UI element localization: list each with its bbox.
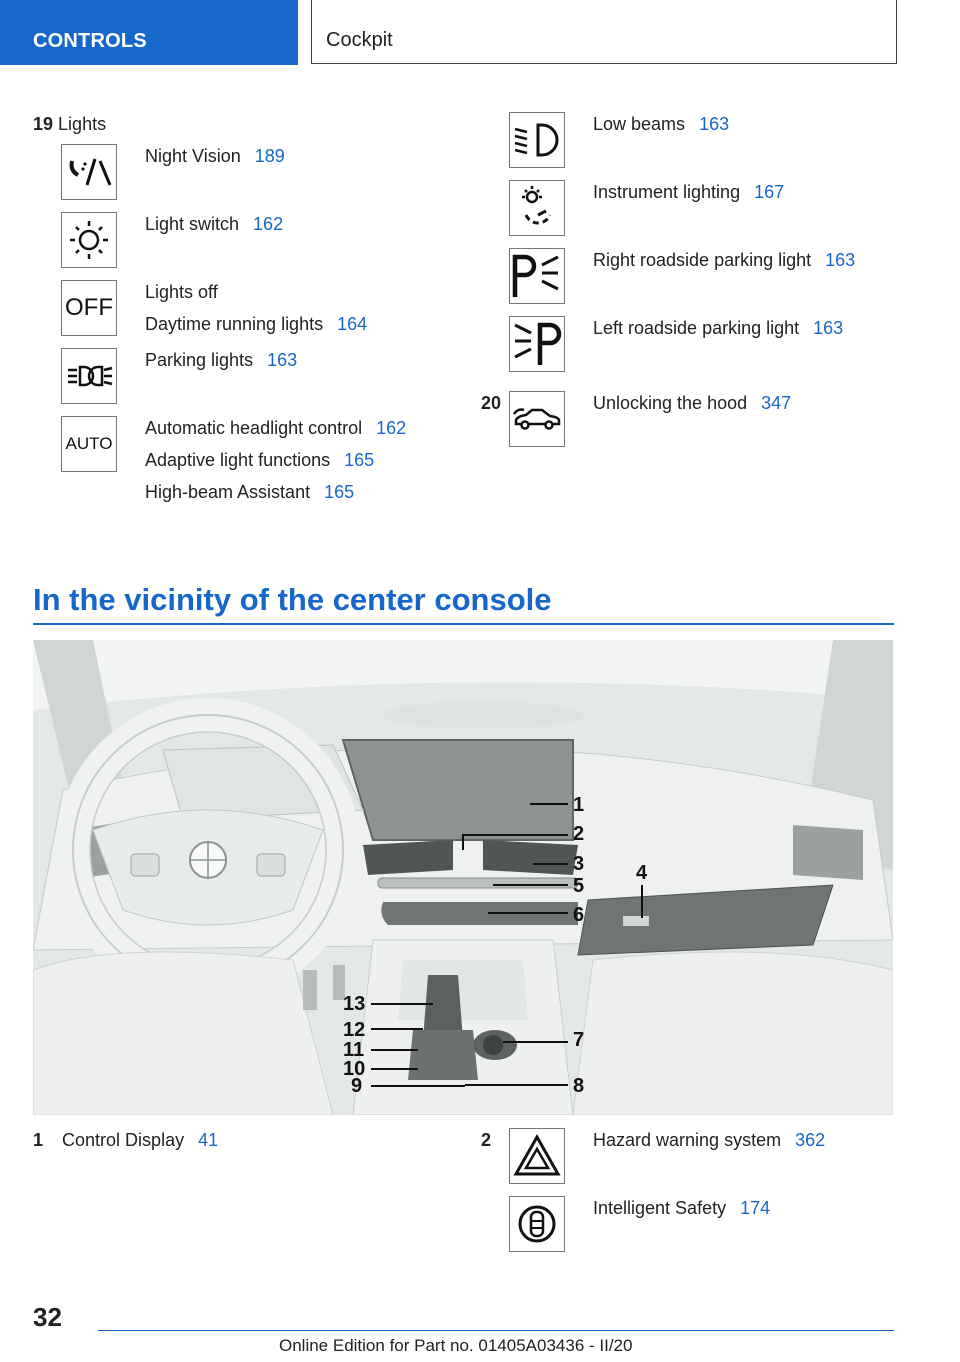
- legend-item-1: [33, 1130, 218, 1151]
- highbeam-line: [145, 482, 354, 503]
- section-tab: [0, 0, 298, 65]
- auto-page-link[interactable]: 162: [376, 418, 407, 438]
- hazard-warning-icon: [509, 1128, 565, 1184]
- intelligent-label: Intelligent Safety: [593, 1198, 727, 1218]
- hood-release-icon: [509, 391, 565, 447]
- highbeam-label: High-beam Assistant: [145, 482, 311, 502]
- callout-1: 1: [573, 794, 585, 816]
- callout-4: 4: [636, 862, 648, 884]
- right-parking-light-icon: [509, 248, 565, 304]
- lights-number: 19: [33, 114, 54, 134]
- callout-5: 5: [573, 875, 585, 897]
- highbeam-page-link[interactable]: 165: [324, 482, 355, 502]
- hazard-label: Hazard warning system: [593, 1130, 782, 1150]
- lights-off-icon: [61, 280, 117, 336]
- lights-off-label: Lights off: [145, 282, 218, 302]
- low-beams-icon: [509, 112, 565, 168]
- low-beams-line: [593, 114, 729, 135]
- parking-lights-icon: [61, 348, 117, 404]
- instrument-label: Instrument lighting: [593, 182, 741, 202]
- callout-10: 10: [343, 1058, 366, 1080]
- callout-13: 13: [343, 993, 366, 1015]
- daytime-line: [145, 314, 367, 335]
- callout-9: 9: [351, 1075, 363, 1097]
- night-vision-line: [145, 146, 285, 167]
- lights-title: Lights: [58, 114, 107, 134]
- callout-7: 7: [573, 1029, 585, 1051]
- footer-divider: [98, 1330, 894, 1331]
- callout-12: 12: [343, 1019, 366, 1041]
- callout-2: 2: [573, 823, 585, 845]
- low-beams-label: Low beams: [593, 114, 686, 134]
- adaptive-label: Adaptive light functions: [145, 450, 331, 470]
- light-switch-label: Light switch: [145, 214, 240, 234]
- chapter-header: [311, 0, 897, 64]
- adaptive-line: [145, 450, 374, 471]
- right-parking-page-link[interactable]: 163: [825, 250, 856, 270]
- parking-label: Parking lights: [145, 350, 254, 370]
- hood-label: Unlocking the hood: [593, 393, 748, 413]
- parking-line: [145, 350, 297, 371]
- light-switch-line: [145, 214, 283, 235]
- hood-line: [593, 393, 791, 414]
- night-vision-label: Night Vision: [145, 146, 241, 166]
- right-parking-label: Right roadside parking light: [593, 250, 812, 270]
- page-number: 32: [33, 1302, 62, 1332]
- left-parking-page-link[interactable]: 163: [813, 318, 844, 338]
- callout-11: 11: [343, 1039, 365, 1061]
- cockpit-illustration: [33, 640, 893, 1115]
- night-vision-page-link[interactable]: 189: [254, 146, 285, 166]
- night-vision-icon: [61, 144, 117, 200]
- auto-icon-text: AUTO: [65, 434, 113, 453]
- left-parking-label: Left roadside parking light: [593, 318, 800, 338]
- intelligent-line: [593, 1198, 770, 1219]
- callout-8: 8: [573, 1075, 585, 1097]
- low-beams-page-link[interactable]: 163: [699, 114, 730, 134]
- right-parking-line: [593, 250, 855, 271]
- legend-1-page-link[interactable]: 41: [198, 1130, 219, 1150]
- hood-number: 20: [481, 393, 502, 413]
- lights-off-icon-text: OFF: [65, 294, 113, 321]
- auto-line: [145, 418, 406, 439]
- hood-page-link[interactable]: 347: [761, 393, 792, 413]
- section-label: CONTROLS: [33, 30, 147, 52]
- instrument-lighting-icon: [509, 180, 565, 236]
- daytime-page-link[interactable]: 164: [337, 314, 368, 334]
- light-switch-icon: [61, 212, 117, 268]
- legend-2-number: 2: [481, 1130, 492, 1150]
- parking-page-link[interactable]: 163: [267, 350, 298, 370]
- intelligent-page-link[interactable]: 174: [740, 1198, 771, 1218]
- footer-edition: Online Edition for Part no. 01405A03436 - II/20: [279, 1336, 633, 1355]
- auto-label: Automatic headlight control: [145, 418, 363, 438]
- light-switch-page-link[interactable]: 162: [253, 214, 284, 234]
- adaptive-page-link[interactable]: 165: [344, 450, 375, 470]
- section-divider: [33, 623, 894, 625]
- legend-1-label: Control Display: [62, 1130, 185, 1150]
- legend-1-number: 1: [33, 1130, 44, 1150]
- section-title: In the vicinity of the center console: [33, 582, 552, 617]
- daytime-label: Daytime running lights: [145, 314, 324, 334]
- chapter-label: Cockpit: [326, 29, 393, 51]
- instrument-page-link[interactable]: 167: [754, 182, 785, 202]
- left-parking-light-icon: [509, 316, 565, 372]
- hazard-page-link[interactable]: 362: [795, 1130, 826, 1150]
- auto-headlight-icon: [61, 416, 117, 472]
- instrument-line: [593, 182, 784, 203]
- lights-heading: [33, 114, 106, 135]
- intelligent-safety-icon: [509, 1196, 565, 1252]
- callout-3: 3: [573, 853, 585, 875]
- callout-6: 6: [573, 904, 585, 926]
- left-parking-line: [593, 318, 843, 339]
- hazard-line: [593, 1130, 825, 1151]
